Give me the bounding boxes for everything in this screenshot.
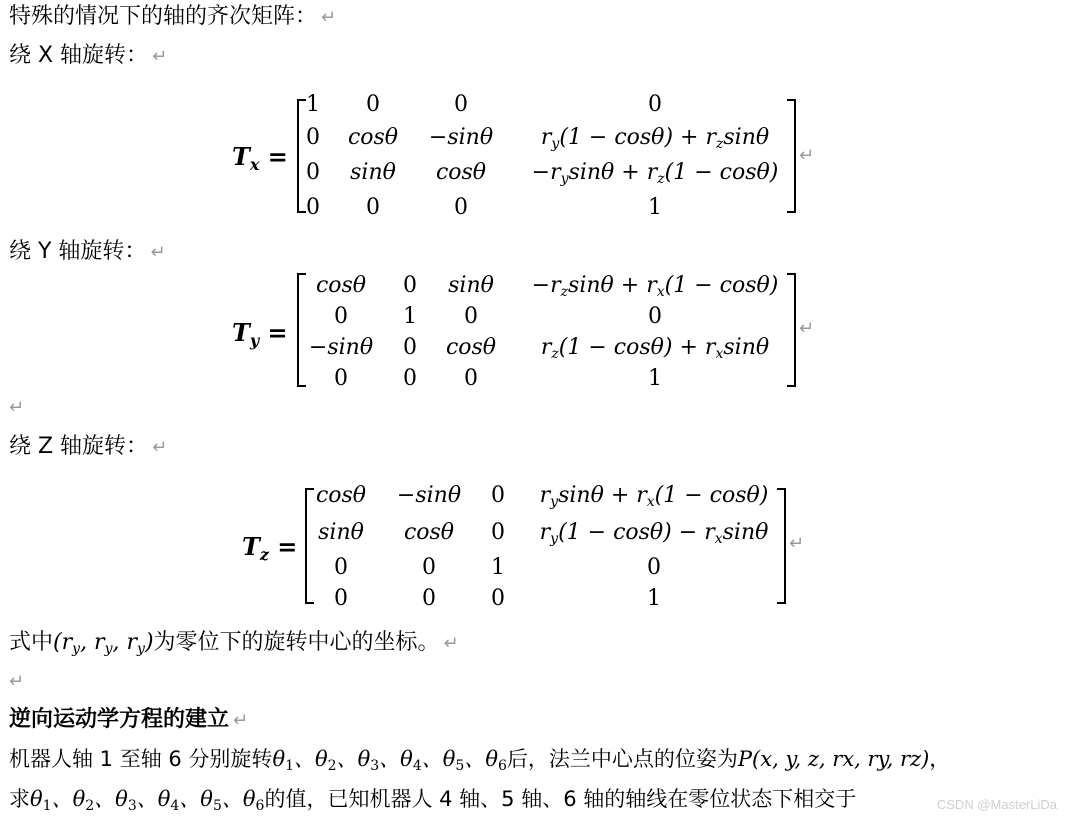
matrix-cell: 0 bbox=[647, 555, 661, 580]
empty-line bbox=[9, 666, 24, 697]
matrix-cell: sinθ bbox=[318, 520, 364, 545]
matrix-cell: 0 bbox=[334, 366, 348, 391]
return-mark: ↵ bbox=[443, 633, 459, 654]
matrix-cell: −sinθ bbox=[396, 483, 462, 508]
matrix-cell: cosθ bbox=[315, 483, 367, 508]
y-rotation-text: 绕 Y 轴旋转： bbox=[9, 239, 147, 264]
matrix-cell: cosθ bbox=[445, 335, 497, 360]
matrix-tx-left-bracket bbox=[297, 99, 306, 213]
matrix-cell: 0 bbox=[306, 160, 320, 185]
matrix-cell: 0 bbox=[306, 195, 320, 220]
matrix-cell: 0 bbox=[366, 195, 380, 220]
matrix-ty-left-bracket bbox=[297, 273, 306, 387]
matrix-cell: sinθ bbox=[448, 273, 494, 298]
matrix-tz-left-bracket bbox=[305, 488, 314, 604]
matrix-ty-label: $T_y$ = bbox=[232, 318, 288, 350]
empty-line bbox=[9, 392, 24, 423]
theta-list: $\theta_1$、$\theta_2$、$\theta_3$、$\theta_4$、$\theta_5$、$\theta_6$ bbox=[30, 787, 265, 814]
matrix-cell: $r_z(1 - \cos\theta) + r_x\sin\theta$ bbox=[540, 335, 770, 362]
matrix-cell: 0 bbox=[454, 195, 468, 220]
matrix-cell: $-r_y\sin\theta + r_z(1 - \cos\theta)$ bbox=[531, 160, 779, 187]
matrix-tx-label: $T_x$ = bbox=[232, 142, 288, 174]
matrix-cell: 0 bbox=[366, 92, 380, 117]
y-rotation-heading bbox=[9, 237, 166, 268]
theta-list: $\theta_1$、$\theta_2$、$\theta_3$、$\theta_4$、$\theta_5$、$\theta_6$ bbox=[272, 747, 507, 774]
paragraph-line-2: 求$\theta_1$、$\theta_2$、$\theta_3$、$\theta_4$、$\theta_5$、$\theta_6$的值，已知机器人 4 轴、5 轴、6 轴的轴线在零位状态下相交于 bbox=[9, 787, 857, 814]
return-mark: ↵ bbox=[152, 437, 168, 458]
matrix-cell: 0 bbox=[422, 555, 436, 580]
matrix-cell: −sinθ bbox=[308, 335, 374, 360]
return-mark: ↵ bbox=[789, 533, 805, 554]
matrix-cell: 0 bbox=[422, 586, 436, 611]
matrix-ty-right-bracket bbox=[787, 273, 796, 387]
pose-expression: P(x, y, z, rx, ry, rz) bbox=[737, 747, 930, 771]
matrix-cell: cosθ bbox=[435, 160, 487, 185]
x-rotation-text: 绕 X 轴旋转： bbox=[9, 43, 149, 68]
matrix-cell: 1 bbox=[648, 366, 662, 391]
matrix-cell: sinθ bbox=[350, 160, 396, 185]
matrix-cell: cosθ bbox=[347, 125, 399, 150]
return-mark: ↵ bbox=[799, 145, 815, 166]
matrix-cell: 0 bbox=[306, 125, 320, 150]
matrix-cell: 0 bbox=[491, 586, 505, 611]
return-mark: ↵ bbox=[799, 318, 815, 339]
matrix-cell: 0 bbox=[334, 555, 348, 580]
return-mark: ↵ bbox=[9, 397, 25, 418]
paragraph-line-1: 机器人轴 1 至轴 6 分别旋转$\theta_1$、$\theta_2$、$\theta_3$、$\theta_4$、$\theta_5$、$\theta_6$后，法兰中心点的位姿为P(x, y, z, rx, ry, rz)， bbox=[9, 747, 951, 774]
x-rotation-heading bbox=[9, 41, 167, 72]
matrix-cell: 0 bbox=[648, 304, 662, 329]
matrix-cell: 1 bbox=[491, 555, 505, 580]
matrix-cell: 0 bbox=[403, 366, 417, 391]
matrix-cell: −sinθ bbox=[428, 125, 494, 150]
matrix-cell: cosθ bbox=[315, 273, 367, 298]
return-mark: ↵ bbox=[233, 710, 249, 731]
intro-text: 特殊的情况下的轴的齐次矩阵： bbox=[9, 4, 318, 29]
formula-note: 式中($r_y$, $r_y$, $r_y$)为零位下的旋转中心的坐标。 ↵ bbox=[9, 630, 459, 657]
matrix-cell: 1 bbox=[403, 304, 417, 329]
matrix-cell: $r_y(1 - \cos\theta) - r_x\sin\theta$ bbox=[539, 520, 769, 547]
matrix-cell: 0 bbox=[648, 92, 662, 117]
return-mark: ↵ bbox=[321, 7, 337, 28]
matrix-tz-right-bracket bbox=[777, 488, 786, 604]
matrix-cell: 1 bbox=[306, 92, 320, 117]
matrix-cell: 0 bbox=[464, 304, 478, 329]
matrix-cell: 0 bbox=[491, 483, 505, 508]
matrix-cell: $r_y(1 - \cos\theta) + r_z\sin\theta$ bbox=[540, 125, 770, 152]
return-mark: ↵ bbox=[150, 242, 166, 263]
matrix-cell: 0 bbox=[403, 273, 417, 298]
matrix-cell: 1 bbox=[647, 586, 661, 611]
intro-line bbox=[9, 2, 336, 33]
matrix-cell: 0 bbox=[464, 366, 478, 391]
section-heading: 逆向运动学方程的建立 ↵ bbox=[9, 707, 249, 732]
matrix-cell: 0 bbox=[454, 92, 468, 117]
z-rotation-text: 绕 Z 轴旋转： bbox=[9, 434, 149, 459]
matrix-tz-label: $T_z$ = bbox=[242, 532, 298, 564]
matrix-cell: 0 bbox=[491, 520, 505, 545]
rotation-center-vars: ($r_y$, $r_y$, $r_y$) bbox=[53, 630, 154, 657]
matrix-tx-right-bracket bbox=[787, 99, 796, 213]
return-mark: ↵ bbox=[152, 46, 168, 67]
z-rotation-heading bbox=[9, 432, 167, 463]
matrix-cell: 1 bbox=[648, 195, 662, 220]
matrix-cell: $r_y\sin\theta + r_x(1 - \cos\theta)$ bbox=[539, 483, 769, 510]
return-mark: ↵ bbox=[9, 671, 25, 692]
matrix-cell: 0 bbox=[334, 586, 348, 611]
matrix-cell: $-r_z\sin\theta + r_x(1 - \cos\theta)$ bbox=[531, 273, 779, 300]
matrix-cell: 0 bbox=[403, 335, 417, 360]
watermark: CSDN @MasterLiDa bbox=[936, 797, 1057, 812]
matrix-cell: 0 bbox=[334, 304, 348, 329]
matrix-cell: cosθ bbox=[403, 520, 455, 545]
